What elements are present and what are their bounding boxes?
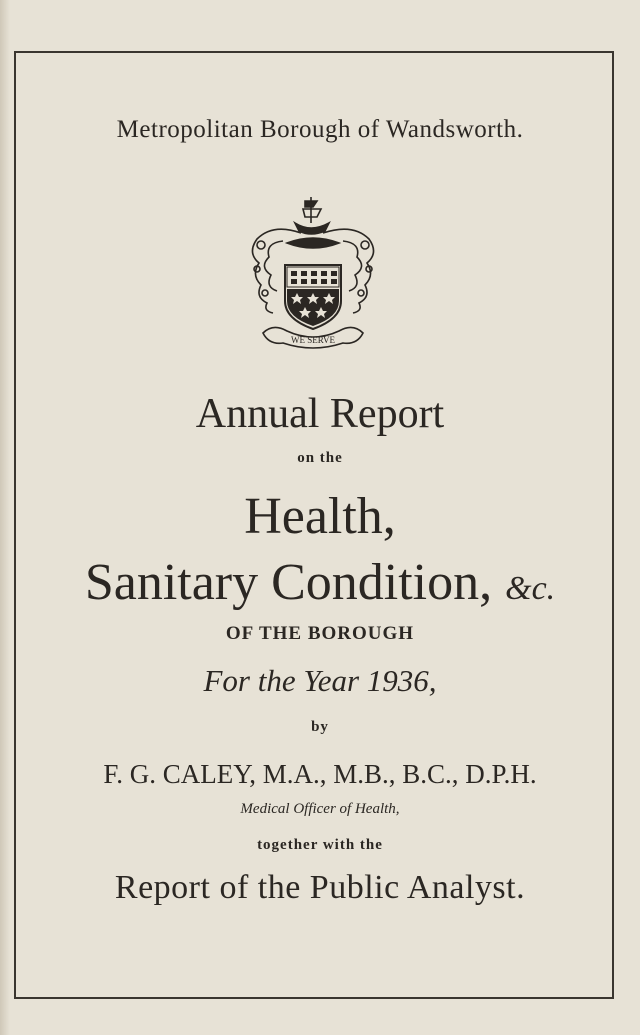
title-annual-report: Annual Report [195,391,445,437]
together-text: together with the [257,837,383,853]
borough-heading: Metropolitan Borough of Wandsworth. [116,116,524,143]
coat-of-arms-icon [243,193,383,353]
analyst-report-title: Report of the Public Analyst. [114,869,526,906]
title-sanitary-condition [0,553,640,612]
title-health: Health, [244,488,396,545]
sanitary-condition-text: Sanitary Condition, [84,554,493,611]
on-the-text: on the [297,450,343,466]
author-name: F. G. CALEY, M.A., M.B., B.C., D.P.H. [103,759,537,789]
etc-text: &c. [505,570,556,607]
of-the-borough-text: OF THE BOROUGH [225,623,415,644]
year-line: For the Year 1936, [203,663,437,698]
by-text: by [311,719,329,735]
motto-text: WE SERVE [290,335,336,345]
author-role: Medical Officer of Health, [240,801,400,817]
